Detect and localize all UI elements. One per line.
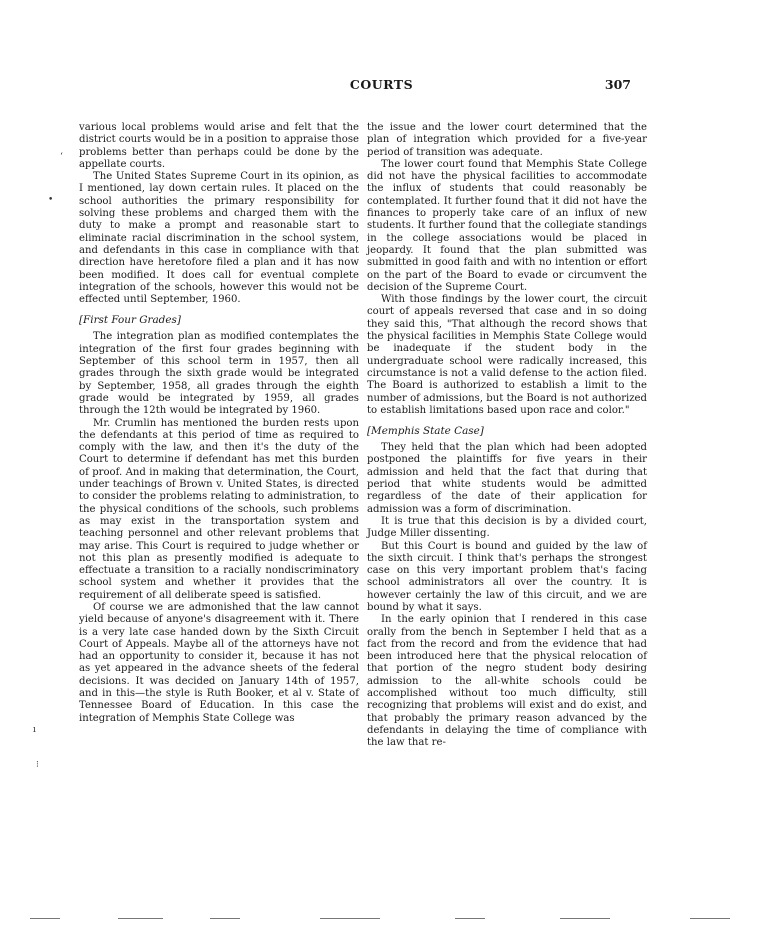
paragraph: Mr. Crumlin has mentioned the burden rests upon the defendants at this period of time as required to comply with the law, and then it's the duty of the Court to determine if defendant has met this burden of proof. And in making that determination, the Court, under teachings of Brown v. United States, is directed to consider the problems relating to administration, to the physical conditions of the schools, such problems as may exist in the transportation system and teaching personnel and other relevant problems that may arise. This Court is required to judge whether or not this plan as presently modified is adequate to effectuate a transition to a racially nondiscriminatory school system and whether it provides that the requirement of all deliberate speed is satisfied. — [79, 417, 359, 601]
paragraph: They held that the plan which had been adopted postponed the plaintiffs for five years in their admission and held that the fact that during that period that white students would be admitted regardless of the date of their application for admission was a form of discrimination. — [367, 442, 647, 515]
paragraph: Of course we are admonished that the law cannot yield because of anyone's disagreement with it. There is a very late case handed down by the Sixth Circuit Court of Appeals. Maybe all of the attorneys have not had an opportunity to consider it, because it has not as yet appeared in the advance sheets of the federal decisions. It was decided on January 14th of 1957, and in this—the style is Ruth Booker, et al v. State of Tennessee Board of Education. In this case the integration of Memphis State College was — [79, 601, 359, 724]
left-column — [79, 122, 359, 725]
paragraph: The lower court found that Memphis State College did not have the physical facilities to accommodate the influx of students that could reasonably be contemplated. It further found that it did not have the finances to properly take care of an influx of new students. It further found that the collegiate standings in the college associations would be placed in jeopardy. It found that the plan submitted was submitted in good faith and with no intention or effort on the part of the Board to evade or circumvent the decision of the Supreme Court. — [367, 158, 647, 293]
paragraph: various local problems would arise and felt that the district courts would be in a position to appraise those problems better than perhaps could be done by the appellate courts. — [79, 122, 359, 170]
paragraph: But this Court is bound and guided by the law of the sixth circuit. I think that's perhaps the strongest case on this very important problem that's facing school administrators all over the country. It is however certainly the law of this circuit, and we are bound by what it says. — [367, 540, 647, 613]
right-column — [367, 122, 647, 750]
section-heading: [Memphis State Case] — [367, 425, 484, 438]
paragraph: It is true that this decision is by a divided court, Judge Miller dissenting. — [367, 515, 647, 540]
paragraph: the issue and the lower court determined that the plan of integration which provided for a five-year period of transition was adequate. — [367, 122, 647, 158]
paragraph: The United States Supreme Court in its opinion, as I mentioned, lay down certain rules. It placed on the school authorities the primary responsibility for solving these problems and charged them with the duty to make a prompt and reasonable start to eliminate racial discrimination in the school system, and defendants in this case in compliance with that direction have heretofore filed a plan and it has now been modified. It does call for eventual complete integration of the schools, however this would not be effected until September, 1960. — [79, 171, 359, 306]
page-number: 307 — [604, 77, 631, 92]
running-header — [0, 77, 763, 97]
section-heading: [First Four Grades] — [79, 314, 181, 327]
scan-edge-marks — [0, 912, 763, 924]
paragraph: In the early opinion that I rendered in this case orally from the bench in September I held that as a fact from the record and from the evidence that had been introduced here that the physical relocation of that portion of the negro student body desiring admission to the all-white schools could be accomplished without too much difficulty, still recognizing that problems will exist and do exist, and that probably the primary reason advanced by the defendants in delaying the time of compliance with the law that re- — [367, 614, 647, 749]
paragraph: The integration plan as modified contemplates the integration of the first four grades beginning with September of this school term in 1957, then all grades through the sixth grade would be integrated by September, 1958, all grades through the eighth grade would be integrated by 1959, all grades through the 12th would be integrated by 1960. — [79, 331, 359, 417]
paragraph: With those findings by the lower court, the circuit court of appeals reversed that case and in so doing they said this, "That although the record shows that the physical facilities in Memphis State College would be inadequate if the student body in the undergraduate school were radically increased, this circumstance is not a valid defense to the action filed. The Board is authorized to establish a limit to the number of admissions, but the Board is not authorized to establish limitations based upon race and color." — [367, 294, 647, 416]
running-head-title: COURTS — [349, 77, 414, 92]
margin-speck: ‘ — [60, 152, 63, 162]
margin-speck: ı — [33, 725, 36, 735]
margin-speck: • — [48, 195, 54, 205]
margin-speck: ⁝ — [36, 760, 39, 770]
